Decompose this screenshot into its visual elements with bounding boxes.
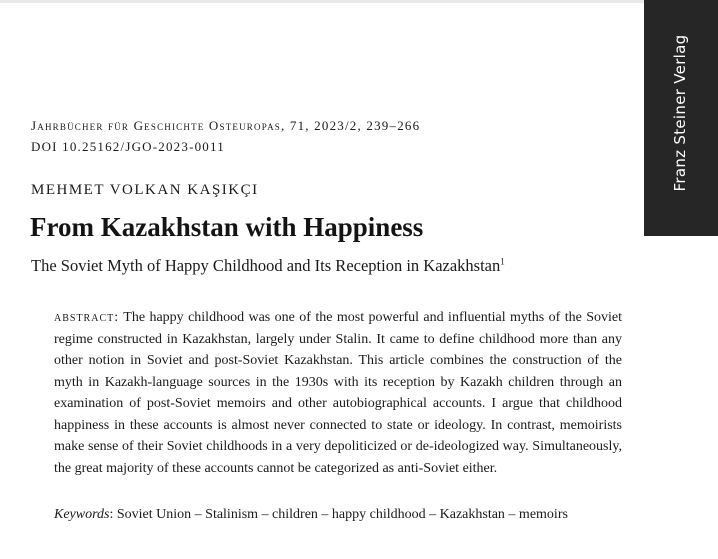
keywords <box>54 504 568 526</box>
top-rule <box>0 0 718 3</box>
publisher-name: Franz Steiner Verlag <box>671 34 689 192</box>
keywords-label: Keywords <box>54 507 110 522</box>
abstract <box>54 307 622 479</box>
doi: DOI 10.25162/JGO-2023-0011 <box>31 139 225 154</box>
footnote-mark: 1 <box>500 256 505 267</box>
abstract-text: The happy childhood was one of the most powerful and influential myths of the Soviet regime constructed in Kazakhstan, largely under Stalin. It came to define childhood more than any other notion in Soviet and post-Soviet Kazakhstan. This article combines the construction of the myth in Kazakh-language sources in the 1930s with its reception by Kazakh children through an examination of post-Soviet memoirs and other autobiographical accounts. I argue that childhood happiness in these accounts is almost never connected to state or ideology. In contrast, memoirists make sense of their Soviet childhoods in a very depoliticized or de-ideologized way. Simultaneously, the great majority of these accounts cannot be categorized as anti-Soviet either. <box>54 310 622 476</box>
abstract-label: abstract: <box>54 310 120 325</box>
article-title: From Kazakhstan with Happiness <box>30 212 424 242</box>
subtitle-text: The Soviet Myth of Happy Childhood and Its Reception in Kazakhstan <box>31 256 501 275</box>
keywords-text: : Soviet Union – Stalinism – children – happy childhood – Kazakhstan – memoirs <box>109 507 568 522</box>
journal-citation: Jahrbücher für Geschichte Osteuropas, 71, 2023/2, 239–266 <box>31 118 421 133</box>
article-subtitle <box>31 255 505 277</box>
author-name: MEHMET VOLKAN KAŞIKÇI <box>31 182 259 198</box>
